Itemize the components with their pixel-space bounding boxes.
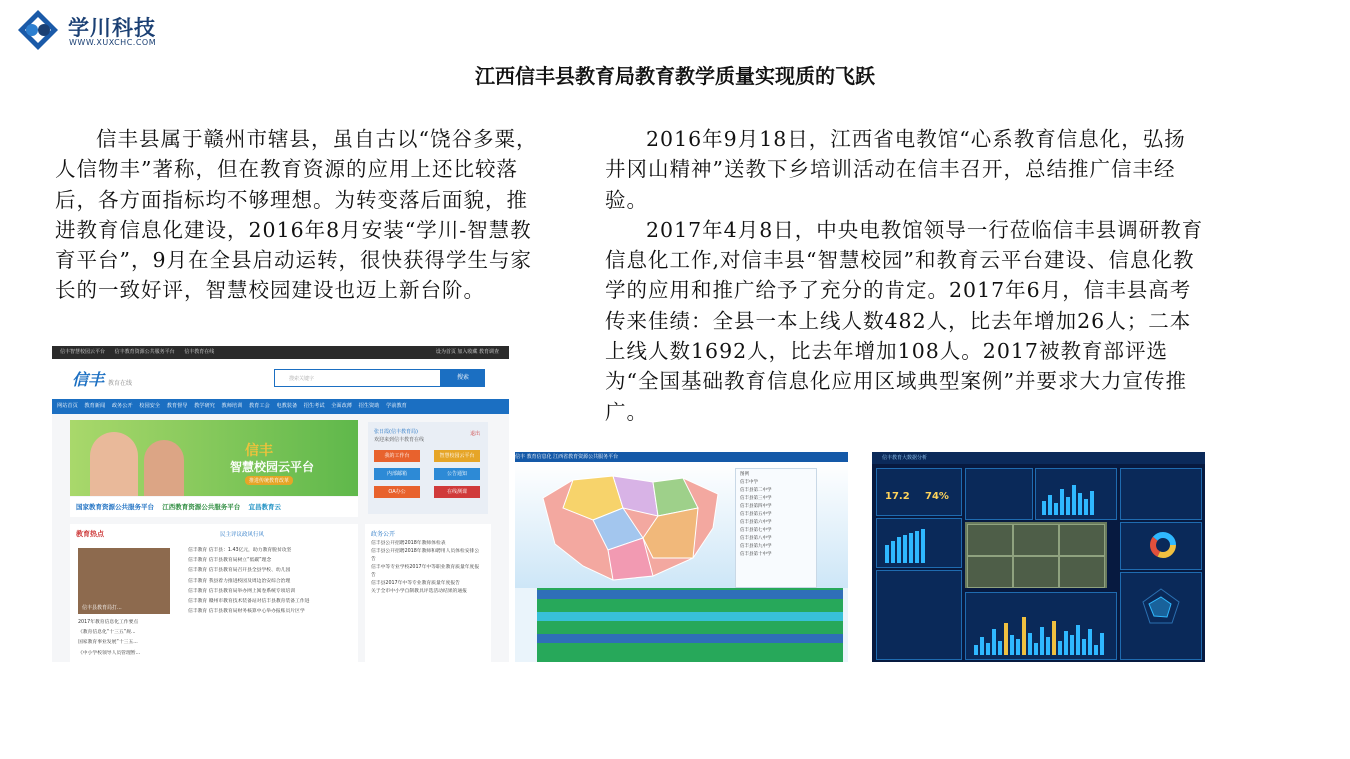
- banner-child-image: [90, 432, 138, 496]
- left-paragraph: 信丰县属于赣州市辖县，虽自古以“饶谷多粟，人信物丰”著称，但在教育资源的应用上还比较落后，各方面指标均不够理想。为转变落后面貌，推进教育信息化建设，2016年8月安装“学川-智慧教育平台”，9月在全县启动运转，很快获得学生与家长的一致好评，智慧校园建设也迈上新台阶。: [55, 127, 538, 303]
- table-row: [537, 634, 843, 643]
- gov-item: 信丰县公开招聘2018年教师体检表: [371, 541, 446, 546]
- legend-item: 信丰县第十中学: [740, 552, 772, 557]
- portal-nav: [52, 399, 509, 414]
- portal-topbar-right: 设为首页 加入收藏 教育调查: [435, 349, 499, 355]
- legend-item: 信丰县第三中学: [740, 496, 772, 501]
- map-topbar: 信丰 教育信息化 江西省教育资源公共服务平台: [515, 452, 848, 462]
- dashboard-bar-chart: [885, 529, 925, 563]
- news-header: 教育热点: [76, 530, 104, 538]
- legend-item: 信丰县第六中学: [740, 520, 772, 525]
- gov-header: 政务公开: [371, 531, 396, 538]
- dashboard-bar-chart: [974, 611, 1104, 655]
- partner-link: 国家教育资源公共服务平台: [76, 503, 154, 511]
- map-screenshot: [515, 452, 848, 662]
- portal-topbar-link: 信丰教育资源公共服务平台: [114, 349, 175, 355]
- left-paragraph-block: [55, 124, 541, 306]
- right-paragraph-1: 2016年9月18日，江西省电教馆“心系教育信息化，弘扬井冈山精神”送教下乡培训活动在信丰召开，总结推广信丰经验。: [605, 127, 1186, 212]
- dashboard-topbar: [872, 452, 1205, 464]
- dashboard-panel: [876, 570, 962, 660]
- portal-gov-panel: [365, 524, 491, 662]
- legend-item: 信丰县第二中学: [740, 488, 772, 493]
- gov-item: 信丰县2017年中等专业教育质量年度报告: [371, 581, 460, 586]
- dashboard-panel: [965, 468, 1033, 520]
- county-map-image: [533, 468, 733, 586]
- portal-nav-item: 学前教育: [386, 403, 407, 409]
- portal-topbar-link: 信丰教育在线: [184, 349, 215, 355]
- login-welcome: 欢迎来到信丰教育在线: [374, 437, 425, 443]
- portal-nav-item: 全面改薄: [331, 403, 352, 409]
- legend-title: 图例: [740, 472, 749, 477]
- gov-list: [371, 540, 483, 596]
- portal-nav-item: 政务公开: [111, 403, 133, 409]
- portal-screenshot: [52, 346, 509, 662]
- news-item: 《教育信息化“十三五”规...: [78, 630, 136, 636]
- classroom-photo: [965, 522, 1107, 588]
- legend-item: 信丰中学: [740, 480, 758, 485]
- news-item: 信丰教育 信丰县教育局召开县全县学校、幼儿园: [188, 568, 291, 574]
- portal-nav-item: 教学研究: [194, 403, 215, 409]
- portal-logo: [72, 367, 132, 390]
- dashboard-panel: [1120, 572, 1202, 660]
- school-table: [537, 588, 843, 662]
- news-item: 信丰教育 我县着力推进校园及周边治安综合治理: [188, 578, 291, 584]
- portal-logo-sub: 教育在线: [108, 380, 133, 387]
- news-item: 信丰教育 信丰县：1.43亿元，助力教育脱贫攻坚: [188, 548, 292, 553]
- portal-nav-item: 教育新闻: [84, 403, 106, 409]
- login-panel-button: 智慧校园云平台: [434, 450, 480, 462]
- portal-header: [52, 359, 509, 399]
- dashboard-bar-chart: [1042, 481, 1094, 515]
- portal-search-input: [274, 369, 441, 387]
- dashboard-panel: [1035, 468, 1117, 520]
- login-panel-button: 公告通知: [434, 468, 480, 480]
- portal-login-panel: [368, 422, 488, 514]
- portal-banner: [70, 420, 358, 496]
- dashboard-panel: [965, 592, 1117, 660]
- portal-nav-item: 教师培训: [221, 403, 243, 409]
- portal-search-placeholder: 搜索关键字: [289, 376, 315, 382]
- dashboard-panel: [876, 468, 962, 516]
- radar-chart-icon: [1141, 587, 1181, 627]
- news-item: 《中小学校领导人员管理暂...: [78, 650, 141, 656]
- banner-subtitle: 智慧校园云平台: [230, 460, 315, 474]
- brand-url: WWW.XUXCHC.COM: [69, 38, 157, 47]
- news-item: 信丰教育 信丰县教育局树立“低碳”理念: [188, 558, 272, 564]
- right-paragraph-block: [605, 124, 1205, 427]
- banner-title: 信丰: [245, 443, 273, 459]
- news-item: 信丰教育 信丰县教育局财务核算中心举办报账员片区学: [188, 609, 305, 615]
- portal-nav-item: 招生考试: [303, 403, 325, 409]
- logo-mark-icon: [16, 8, 60, 52]
- login-panel-button: 在线测课: [434, 486, 480, 498]
- donut-chart-icon: [1149, 531, 1177, 559]
- portal-news-panel: [70, 524, 358, 662]
- portal-nav-item: 教育督导: [166, 403, 188, 409]
- login-panel-button: 内部邮箱: [374, 468, 420, 480]
- gov-item: 关于全市中小学自制教具评选活动结果的通报: [371, 589, 467, 594]
- login-panel-button: 我的工作台: [374, 450, 420, 462]
- dashboard-panel: [876, 518, 962, 568]
- login-user: 张日霞(信丰教育局): [374, 429, 418, 435]
- login-panel-button: OA办公: [374, 486, 420, 498]
- dashboard-panel: [1120, 522, 1202, 570]
- legend-item: 信丰县第五中学: [740, 512, 772, 517]
- news-photo-caption: 信丰县教育局打...: [82, 605, 122, 611]
- dashboard-screenshot: [872, 452, 1205, 662]
- dashboard-stat: 17.2: [885, 491, 910, 502]
- gov-item: 信丰中等专业学校2017年中等职业教育质量年度报告: [371, 565, 480, 578]
- partner-link: 江西教育资源公共服务平台: [162, 503, 241, 511]
- news-item: 信丰教育 赣州市教育技术装备站对信丰县教育装备工作进: [188, 599, 310, 605]
- portal-nav-item: 校园安全: [139, 403, 161, 409]
- portal-nav-item: 网站首页: [57, 403, 78, 409]
- dashboard-panel: [1120, 468, 1202, 520]
- logout-button: 退出: [469, 431, 480, 437]
- partner-link: 宜昌教育云: [248, 503, 282, 511]
- portal-logo-text: 信丰: [72, 370, 105, 389]
- banner-tag: 推进传统教育改革: [245, 476, 293, 485]
- dashboard-stat-unit: %: [938, 491, 949, 502]
- news-item: 信丰教育 信丰县教育局举办网上阅卷系统专项培训: [188, 588, 296, 594]
- brand-logo: [16, 8, 166, 52]
- legend-item: 信丰县第八中学: [740, 536, 772, 541]
- gov-item: 信丰县公开招聘2018年教师和聘用人员体检安排公告: [371, 549, 480, 562]
- portal-topbar-link: 信丰智慧校园云平台: [60, 349, 106, 355]
- table-row: [537, 590, 843, 599]
- dashboard-stat: [925, 491, 949, 502]
- news-item: 国家教育事业发展“十三五...: [78, 640, 138, 646]
- legend-item: 信丰县第四中学: [740, 504, 772, 509]
- news-tab: 民主评议政风行风: [220, 532, 265, 538]
- news-list: [188, 546, 358, 617]
- portal-nav-item: 招生资助: [358, 403, 380, 409]
- table-row: [537, 612, 843, 621]
- portal-search-button: 搜索: [441, 369, 485, 387]
- news-list-secondary: [78, 618, 178, 659]
- portal-nav-item: 教育工会: [248, 403, 270, 409]
- portal-nav-item: 电教装备: [276, 403, 298, 409]
- map-legend: [735, 468, 817, 588]
- portal-partners: [70, 497, 358, 517]
- dashboard-stat-value: 74: [925, 491, 939, 502]
- right-paragraph-2: 2017年4月8日，中央电教馆领导一行莅临信丰县调研教育信息化工作,对信丰县“智慧校园”和教育云平台建设、信息化教学的应用和推广给予了充分的肯定。2017年6月，信丰县高考传来佳绩：全县一本上线人数482人，比去年增加26人；二本上线人数1692人，比去年增加108人。2017被教育部评选为“全国基础教育信息化应用区域典型案例”并要求大力宣传推广。: [605, 217, 1204, 424]
- banner-child-image: [144, 440, 184, 496]
- legend-item: 信丰县第七中学: [740, 528, 772, 533]
- portal-topbar: [52, 346, 509, 359]
- page-title: 江西信丰县教育局教育教学质量实现质的飞跃: [475, 64, 875, 88]
- dashboard-title: 信丰教育大数据分析: [882, 455, 928, 461]
- legend-item: 信丰县第九中学: [740, 544, 772, 549]
- news-photo: [78, 548, 170, 614]
- news-item: 2017年教育信息化工作要点: [78, 620, 139, 625]
- brand-name: 学川科技: [68, 16, 156, 40]
